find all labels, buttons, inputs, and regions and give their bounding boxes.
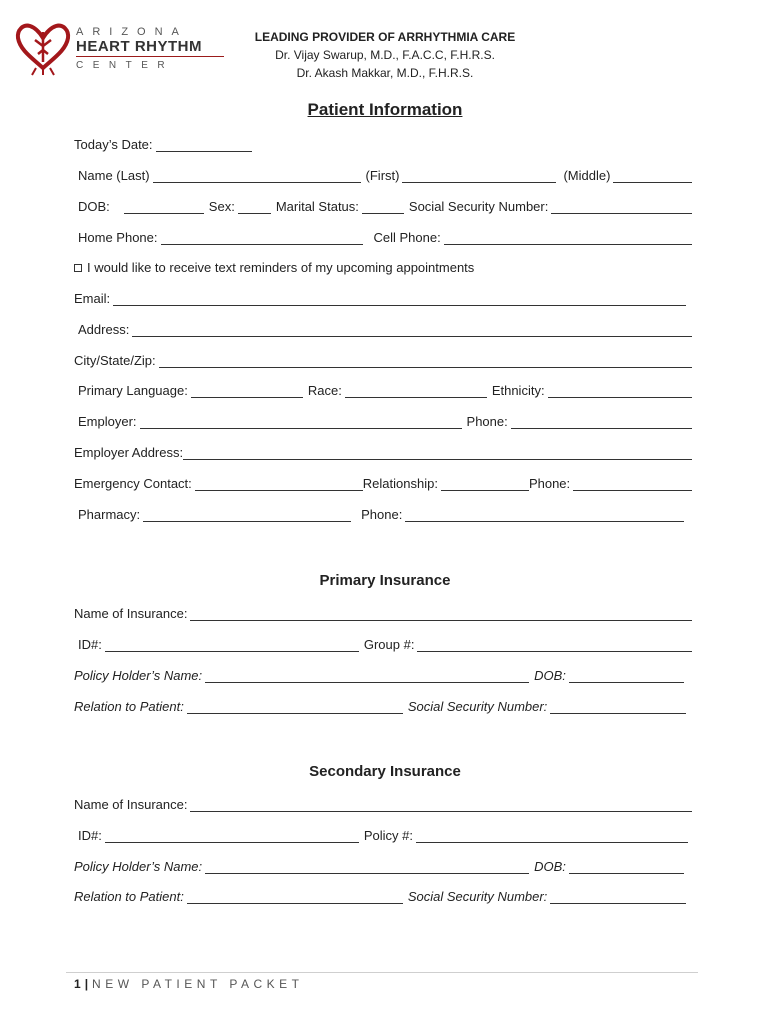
logo-text-heart-rhythm: HEART RHYTHM (76, 38, 202, 55)
field-secondary-holder-dob[interactable] (569, 859, 684, 874)
field-emergency-contact[interactable] (195, 476, 363, 491)
label-employer-phone: Phone: (466, 414, 508, 429)
label-race: Race: (307, 383, 342, 398)
row-employer-address (74, 442, 692, 460)
header-doctor-2: Dr. Akash Makkar, M.D., F.H.R.S. (296, 66, 474, 80)
field-primary-holder[interactable] (205, 668, 529, 683)
label-primary-language: Primary Language: (78, 383, 188, 398)
field-city-state-zip[interactable] (159, 353, 692, 368)
row-secondary-id (78, 825, 688, 843)
label-primary-id: ID#: (78, 637, 102, 652)
label-secondary-insurance-name: Name of Insurance: (74, 797, 188, 812)
label-city-state-zip: City/State/Zip: (74, 353, 156, 368)
field-email[interactable] (113, 291, 686, 306)
field-home-phone[interactable] (161, 230, 363, 245)
label-todays-date: Today’s Date: (74, 137, 153, 152)
logo-text-arizona: ARIZONA (76, 26, 188, 38)
row-address (78, 319, 692, 337)
field-primary-holder-dob[interactable] (569, 668, 684, 683)
label-employer: Employer: (78, 414, 137, 429)
field-marital-status[interactable] (362, 199, 404, 214)
row-primary-insurance-name (74, 603, 692, 621)
field-sex[interactable] (238, 199, 271, 214)
header-doctor-1: Dr. Vijay Swarup, M.D., F.A.C.C, F.H.R.S. (275, 48, 495, 62)
text-reminder-checkbox[interactable] (74, 264, 82, 272)
row-dob-sex (78, 196, 692, 214)
label-cell-phone: Cell Phone: (373, 230, 441, 245)
row-phones (78, 227, 692, 245)
field-secondary-id[interactable] (105, 828, 359, 843)
row-primary-holder (74, 665, 684, 683)
field-employer-address[interactable] (183, 445, 692, 460)
label-secondary-policy: Policy #: (363, 828, 413, 843)
footer-packet-label: NEW PATIENT PACKET (92, 977, 304, 991)
row-text-reminders (74, 257, 692, 275)
label-ethnicity: Ethnicity: (491, 383, 545, 398)
page-number: 1 (74, 977, 81, 991)
label-pharmacy: Pharmacy: (78, 507, 141, 522)
label-address: Address: (78, 322, 130, 337)
field-employer-phone[interactable] (511, 414, 692, 429)
primary-insurance-heading: Primary Insurance (319, 572, 451, 589)
label-name-first: (First) (365, 168, 400, 183)
label-dob: DOB: (78, 199, 110, 214)
field-ethnicity[interactable] (548, 383, 692, 398)
field-secondary-relation[interactable] (187, 889, 403, 904)
field-relationship[interactable] (441, 476, 529, 491)
label-secondary-holder-dob: DOB: (534, 859, 566, 874)
field-primary-insurance-name[interactable] (190, 606, 692, 621)
field-primary-group[interactable] (417, 637, 692, 652)
field-address[interactable] (132, 322, 692, 337)
field-secondary-policy[interactable] (416, 828, 688, 843)
field-name-first[interactable] (402, 168, 556, 183)
label-secondary-holder: Policy Holder’s Name: (74, 859, 203, 874)
label-text-reminders: I would like to receive text reminders of my upcoming appointments (87, 260, 475, 275)
field-pharmacy[interactable] (143, 507, 351, 522)
row-todays-date (74, 134, 692, 152)
row-secondary-relation (74, 886, 686, 904)
field-name-middle[interactable] (613, 168, 692, 183)
label-primary-relation: Relation to Patient: (74, 699, 184, 714)
field-todays-date[interactable] (156, 137, 252, 152)
label-primary-holder: Policy Holder’s Name: (74, 668, 203, 683)
field-primary-language[interactable] (191, 383, 303, 398)
row-employer (78, 411, 692, 429)
label-email: Email: (74, 291, 111, 306)
label-primary-group: Group #: (363, 637, 415, 652)
label-marital-status: Marital Status: (275, 199, 359, 214)
label-secondary-holder-ssn: Social Security Number: (407, 889, 548, 904)
field-race[interactable] (345, 383, 487, 398)
row-secondary-holder (74, 856, 684, 874)
row-city-state-zip (74, 350, 692, 368)
row-email (74, 288, 686, 306)
label-employer-address: Employer Address: (74, 445, 184, 460)
field-secondary-holder-ssn[interactable] (550, 889, 686, 904)
secondary-insurance-heading: Secondary Insurance (309, 763, 461, 780)
field-secondary-insurance-name[interactable] (190, 797, 692, 812)
footer-separator: | (84, 977, 89, 991)
field-secondary-holder[interactable] (205, 859, 529, 874)
header-tagline: LEADING PROVIDER OF ARRHYTHMIA CARE (254, 30, 516, 44)
label-secondary-relation: Relation to Patient: (74, 889, 184, 904)
footer-divider (66, 972, 698, 973)
label-primary-holder-ssn: Social Security Number: (407, 699, 548, 714)
label-secondary-id: ID#: (78, 828, 102, 843)
field-primary-id[interactable] (105, 637, 359, 652)
field-primary-relation[interactable] (187, 699, 403, 714)
label-primary-holder-dob: DOB: (534, 668, 566, 683)
row-emergency-contact (74, 473, 692, 491)
label-emergency-contact: Emergency Contact: (74, 476, 192, 491)
page-title: Patient Information (307, 100, 463, 119)
field-pharmacy-phone[interactable] (405, 507, 684, 522)
row-primary-id (78, 634, 692, 652)
row-primary-relation (74, 696, 686, 714)
label-primary-insurance-name: Name of Insurance: (74, 606, 188, 621)
label-home-phone: Home Phone: (78, 230, 158, 245)
field-primary-holder-ssn[interactable] (550, 699, 686, 714)
label-emergency-phone: Phone: (528, 476, 571, 491)
field-ssn[interactable] (551, 199, 692, 214)
field-dob[interactable] (124, 199, 204, 214)
logo-text-center: CENTER (76, 60, 175, 71)
label-relationship: Relationship: (362, 476, 438, 491)
field-name-last[interactable] (153, 168, 361, 183)
row-pharmacy (78, 504, 684, 522)
page-footer (74, 977, 304, 991)
field-cell-phone[interactable] (444, 230, 692, 245)
label-name-last: Name (Last) (78, 168, 150, 183)
field-emergency-phone[interactable] (573, 476, 692, 491)
row-name (78, 165, 692, 183)
label-pharmacy-phone: Phone: (361, 507, 403, 522)
row-secondary-insurance-name (74, 794, 692, 812)
label-ssn: Social Security Number: (408, 199, 549, 214)
label-name-middle: (Middle) (563, 168, 611, 183)
field-employer[interactable] (140, 414, 462, 429)
row-language (78, 380, 692, 398)
label-sex: Sex: (208, 199, 235, 214)
